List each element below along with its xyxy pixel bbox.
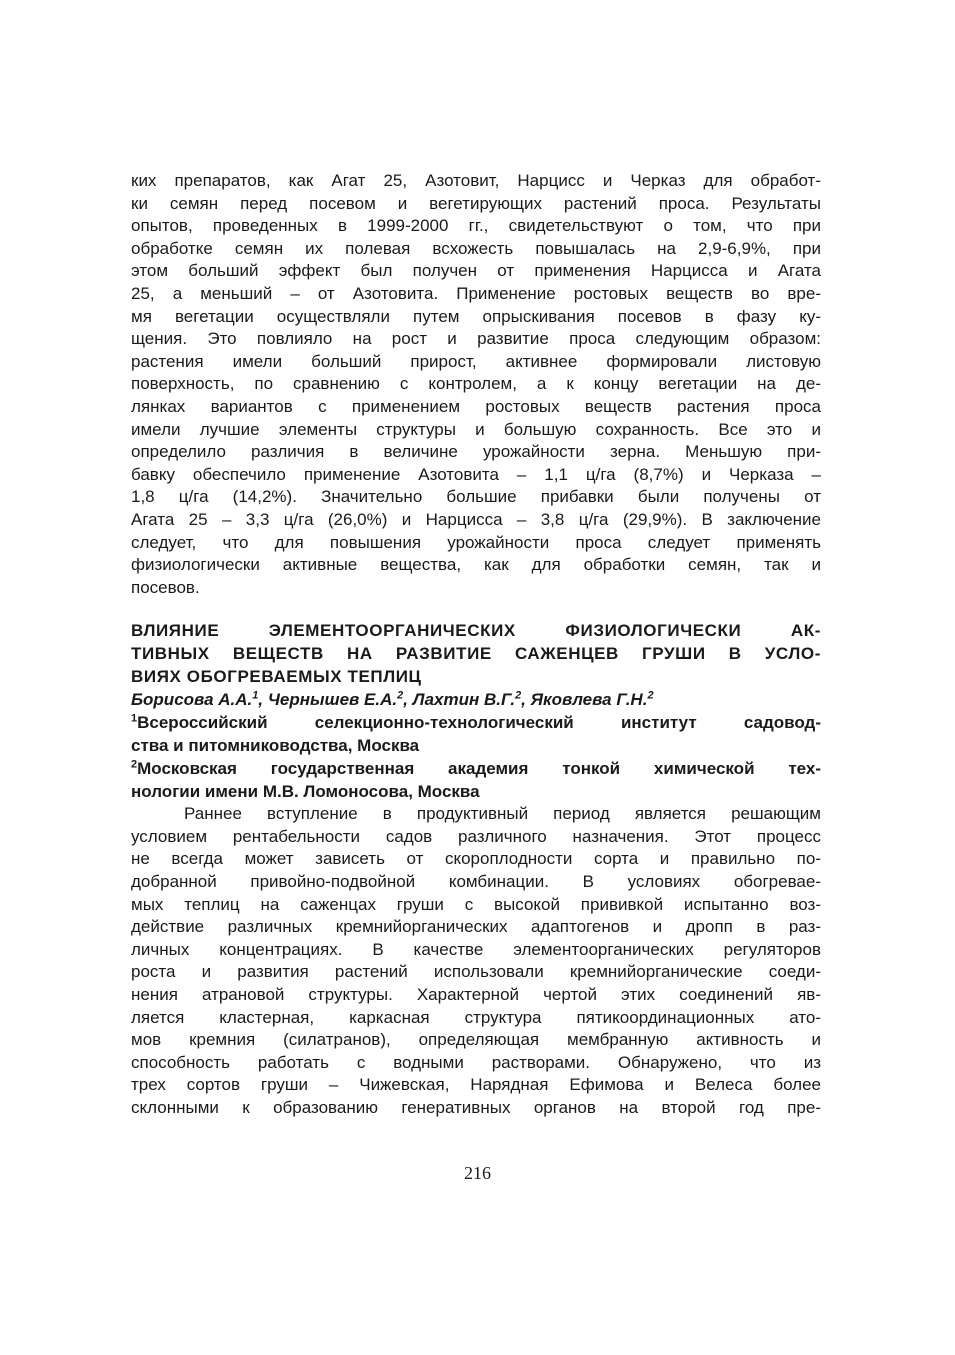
page-content — [131, 170, 821, 1120]
author-list: Борисова А.А.$^1$, Чернышев Е.А.$^2$, Лахтин В.Г.$^2$, Яковлева Г.Н.$^2$ — [131, 689, 654, 710]
text-line: поверхность, по сравнению с контролем, а к концу вегетации на де- — [131, 374, 821, 394]
title-line: ТИВНЫХ ВЕЩЕСТВ НА РАЗВИТИЕ САЖЕНЦЕВ ГРУШИ В УСЛО- — [131, 644, 821, 664]
text-line: ких препаратов, как Агат 25, Азотовит, Нарцисс и Черказ для обработ- — [131, 171, 821, 190]
affiliation-line: ства и питомниководства, Москва — [131, 736, 420, 756]
page-number: 216 — [464, 1163, 491, 1183]
author-name: Борисова А.А. — [131, 690, 253, 710]
text-line: опытов, проведенных в 1999-2000 гг., свидетельствуют о том, что при — [131, 216, 821, 236]
title-line: ВИЯХ ОБОГРЕВАЕМЫХ ТЕПЛИЦ — [131, 667, 422, 687]
author-name: Лахтин В.Г. — [412, 690, 516, 710]
text-line: ки семян перед посевом и вегетирующих растений проса. Результаты — [131, 193, 821, 213]
text-line: 1,8 ц/га (14,2%). Значительно большие прибавки были получены от — [131, 487, 821, 507]
text-line: условием рентабельности садов различного назначения. Этот процесс — [131, 826, 821, 846]
top-paragraph — [131, 170, 821, 599]
title-line: ВЛИЯНИЕ ЭЛЕМЕНТООРГАНИЧЕСКИХ ФИЗИОЛОГИЧЕСКИ АК- — [131, 621, 821, 641]
text-line: лянках вариантов с применением ростовых веществ растения проса — [131, 396, 821, 416]
author-name: Чернышев Е.А. — [267, 690, 398, 710]
text-line: обработке семян их полевая всхожесть повышалась на 2,9-6,9%, при — [131, 238, 821, 258]
author-name: Яковлева Г.Н. — [530, 690, 648, 710]
article-title — [131, 619, 821, 688]
affiliation-2 — [131, 757, 821, 803]
author-affiliation-mark: 2 — [515, 689, 522, 702]
text-line: Раннее вступление в продуктивный период является решающим — [184, 804, 821, 824]
text-line: бавку обеспечило применение Азотовита – 1,1 ц/га (8,7%) и Черказа – — [131, 464, 821, 484]
affiliation-line: $^1$Всероссийский селекционно-технологический институт садовод- — [131, 712, 821, 733]
author-affiliation-mark: 2 — [397, 689, 404, 702]
text-line: нения атрановой структуры. Характерной чертой этих соединений яв- — [131, 985, 821, 1005]
text-line: ляется кластерная, каркасная структура пятикоординационных ато- — [131, 1007, 821, 1027]
text-line: щения. Это повлияло на рост и развитие проса следующим образом: — [131, 329, 821, 349]
text-line: мов кремния (силатранов), определяющая мембранную активность и — [131, 1030, 821, 1050]
text-line: не всегда может зависеть от скороплодности сорта и правильно по- — [131, 849, 821, 869]
text-line: способность работать с водными растворами. Обнаружено, что из — [131, 1052, 821, 1072]
text-line: 25, а меньший – от Азотовита. Применение ростовых веществ во вре- — [131, 283, 821, 303]
text-line: определило различия в величине урожайности зерна. Меньшую при- — [131, 442, 821, 462]
text-line: следует, что для повышения урожайности проса следует применять — [131, 532, 821, 552]
text-line: склонными к образованию генеративных органов на второй год пре- — [131, 1098, 821, 1117]
text-line: посевов. — [131, 577, 200, 597]
text-line: этом больший эффект был получен от применения Нарцисса и Агата — [131, 261, 821, 281]
affiliation-mark: 1 — [131, 712, 138, 725]
text-line: личных концентрациях. В качестве элементоорганических регуляторов — [131, 939, 821, 959]
text-line: физиологически активные вещества, как для обработки семян, так и — [131, 555, 821, 575]
text-line: действие различных кремнийорганических адаптогенов и дропп в раз- — [131, 917, 821, 937]
affiliation-mark: 2 — [131, 758, 138, 771]
affiliation-line: нологии имени М.В. Ломоносова, Москва — [131, 782, 480, 802]
affiliation-line: $^2$Московская государственная академия тонкой химической тех- — [131, 758, 821, 779]
text-line: имели лучшие элементы структуры и большую сохранность. Все это и — [131, 419, 821, 439]
author-affiliation-mark: 1 — [252, 689, 259, 702]
article-body — [131, 803, 821, 1119]
text-line: мых теплиц на саженцах груши с высокой прививкой испытанно воз- — [131, 894, 821, 914]
text-line: мя вегетации осуществляли путем опрыскивания посевов в фазу ку- — [131, 306, 821, 326]
text-line: трех сортов груши – Чижевская, Нарядная Ефимова и Велеса более — [131, 1075, 821, 1095]
text-line: добранной привойно-подвойной комбинации. В условиях обогревае- — [131, 872, 821, 892]
text-line: роста и развития растений использовали кремнийорганические соеди- — [131, 962, 821, 982]
author-affiliation-mark: 2 — [647, 689, 654, 702]
affiliation-1 — [131, 711, 821, 757]
text-line: Агата 25 – 3,3 ц/га (26,0%) и Нарцисса – 3,8 ц/га (29,9%). В заключение — [131, 509, 821, 529]
text-line: растения имели больший прирост, активнее формировали листовую — [131, 351, 821, 371]
